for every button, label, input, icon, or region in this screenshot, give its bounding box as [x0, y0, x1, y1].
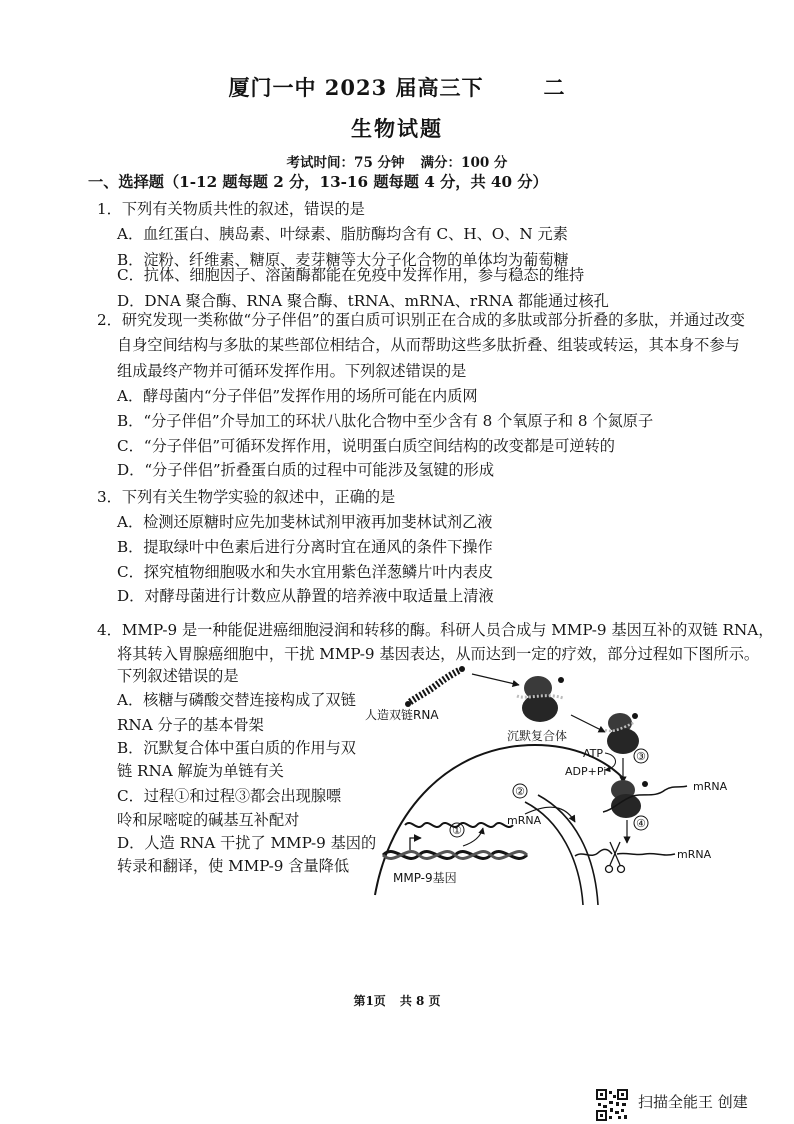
cleaved-mrna-icon: [575, 849, 675, 856]
q1-option-b: B．淀粉、纤维素、糖原、麦芽糖等大分子化合物的单体均为葡萄糖: [117, 251, 569, 269]
scanner-watermark: 扫描全能王 创建: [638, 1093, 748, 1111]
q4-stem-line-3: 下列叙述错误的是: [117, 667, 239, 685]
exam-time: 考试时间：75 分钟: [286, 155, 405, 171]
artificial-dsrna-icon: [405, 666, 465, 707]
q2-stem-line-3: 组成最终产物并可循环发挥作用。下列叙述错误的是: [117, 362, 467, 380]
exam-subtitle: 生物试题: [351, 116, 443, 141]
q3-option-a: A．检测还原糖时应先加斐林试剂甲液再加斐林试剂乙液: [117, 513, 493, 531]
q4-stem-line-1: 4．MMP-9 是一种能促进癌细胞浸润和转移的酶。科研人员合成与 MMP-9 基因互补的双链 RNA，: [97, 621, 774, 639]
atp-label: ATP: [583, 747, 604, 760]
q2-option-b: B．“分子伴侣”介导加工的环状八肽化合物中至少含有 8 个氧原子和 8 个氮原子: [117, 412, 654, 430]
mrna-label-lower: mRNA: [677, 848, 712, 861]
q4-option-b-line-1: B．沉默复合体中蛋白质的作用与双: [117, 739, 356, 757]
qr-code-icon: [596, 1089, 628, 1121]
step2-label: ②: [515, 785, 525, 798]
q4-stem-line-2: 将其转入胃腺癌细胞中，干扰 MMP-9 基因表达，从而达到一定的疗效，部分过程如下图所示。: [117, 645, 760, 663]
page-total: 共 8 页: [399, 994, 441, 1008]
exam-title-text: 厦门一中 2023 届高三下: [228, 75, 484, 100]
exam-title: [0, 72, 794, 102]
mrna-label-upper: mRNA: [693, 780, 728, 793]
q1-option-d: D．DNA 聚合酶、RNA 聚合酶、tRNA、mRNA、rRNA 都能通过核孔: [117, 292, 609, 310]
mrna-label-nucleus: mRNA: [507, 814, 542, 827]
q2-option-c: C．“分子伴侣”可循环发挥作用，说明蛋白质空间结构的改变都是可逆转的: [117, 437, 615, 455]
scissors-icon: [606, 842, 625, 873]
page-footer: [0, 992, 794, 1009]
complex-mrna-icon: [603, 780, 687, 818]
page-number: 第1页: [353, 994, 386, 1008]
artificial-rna-label: 人造双链RNA: [365, 708, 439, 722]
activated-complex-icon: [605, 713, 639, 754]
silencing-complex-label: 沉默复合体: [507, 729, 568, 743]
q2-option-d: D．“分子伴侣”折叠蛋白质的过程中可能涉及氢键的形成: [117, 461, 495, 479]
q3-stem: 3．下列有关生物学实验的叙述中，正确的是: [97, 488, 396, 506]
exam-title-suffix: 二: [543, 75, 566, 100]
q4-option-a-line-2: RNA 分子的基本骨架: [117, 716, 264, 734]
step1-label: ①: [452, 824, 462, 837]
q4-option-a-line-1: A．核糖与磷酸交替连接构成了双链: [117, 691, 356, 709]
step4-label: ④: [636, 817, 646, 830]
section-heading: 一、选择题（1-12 题每题 2 分，13-16 题每题 4 分，共 40 分）: [88, 173, 548, 191]
step3-label: ③: [636, 750, 646, 763]
rna-interference-diagram: [365, 660, 760, 910]
q2-stem-line-2: 自身空间结构与多肽的某些部位相结合，从而帮助这些多肽折叠、组装或转运，其本身不参与: [117, 336, 740, 354]
q4-option-d-line-2: 转录和翻译，使 MMP-9 含量降低: [117, 857, 350, 875]
q4-option-c-line-2: 呤和尿嘧啶的碱基互补配对: [117, 811, 300, 829]
q3-option-d: D．对酵母菌进行计数应从静置的培养液中取适量上清液: [117, 587, 494, 605]
q1-option-a: A．血红蛋白、胰岛素、叶绿素、脂肪酶均含有 C、H、O、N 元素: [117, 225, 568, 243]
q1-option-c: C．抗体、细胞因子、溶菌酶都能在免疫中发挥作用，参与稳态的维持: [117, 266, 585, 284]
q3-option-b: B．提取绿叶中色素后进行分离时宜在通风的条件下操作: [117, 538, 493, 556]
mmp9-gene-icon: [383, 852, 527, 859]
q1-stem: 1．下列有关物质共性的叙述，错误的是: [97, 200, 365, 218]
q4-option-b-line-2: 链 RNA 解旋为单链有关: [117, 762, 284, 780]
silencing-complex-icon: [517, 676, 564, 722]
exam-info: [0, 151, 794, 171]
q2-option-a: A．酵母菌内“分子伴侣”发挥作用的场所可能在内质网: [117, 387, 478, 405]
adp-pi-label: ADP+Pi: [565, 765, 607, 778]
q3-option-c: C．探究植物细胞吸水和失水宜用紫色洋葱鳞片叶内表皮: [117, 563, 494, 581]
q4-option-d-line-1: D．人造 RNA 干扰了 MMP-9 基因的: [117, 834, 377, 852]
full-score: 满分：100 分: [420, 155, 508, 171]
q4-option-c-line-1: C．过程①和过程③都会出现腺嘌: [117, 787, 342, 805]
gene-label: MMP-9基因: [393, 871, 457, 885]
q2-stem-line-1: 2．研究发现一类称做“分子伴侣”的蛋白质可识别正在合成的多肽或部分折叠的多肽，并通过改变: [97, 311, 745, 329]
